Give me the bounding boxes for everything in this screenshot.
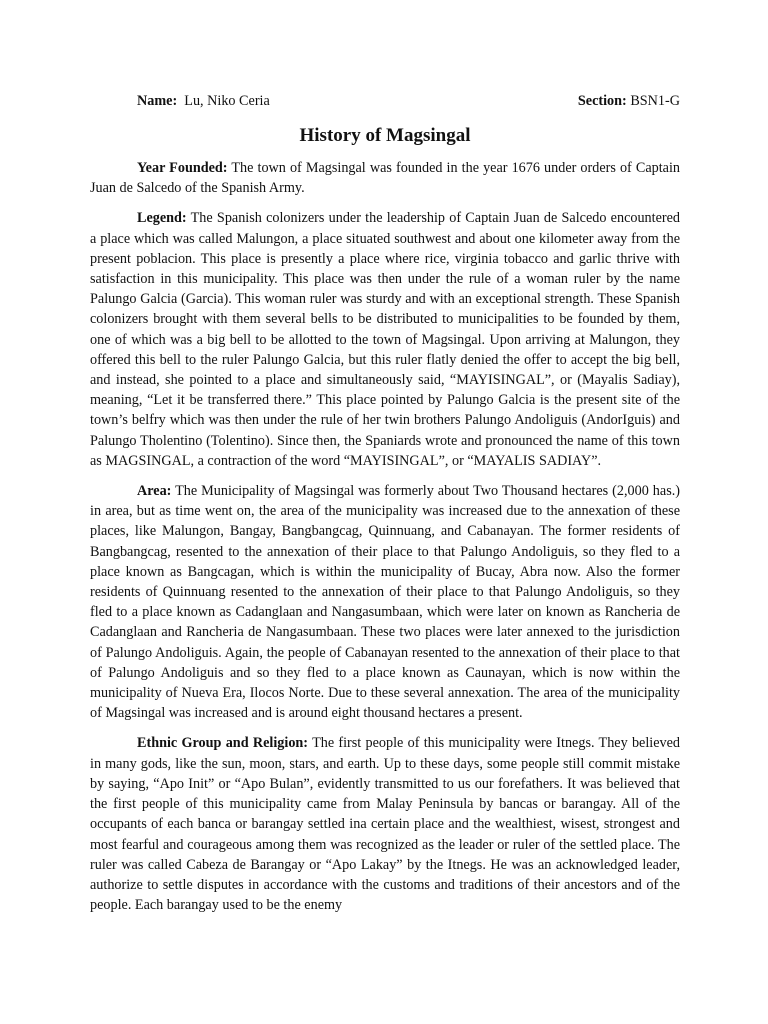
paragraph-heading: Legend: (137, 210, 187, 227)
paragraph-heading: Ethnic Group and Religion: (137, 735, 309, 752)
student-name (137, 92, 270, 110)
paragraph-area (90, 481, 680, 723)
paragraph-text: The Spanish colonizers under the leadership of Captain Juan de Salcedo encountered a place which was called Malungon, a place situated southwest and about one kilometer away from the present poblacion. This place is presently a place where rice, virginia tobacco and garlic thrive with satisfaction in this municipality. This place was then under the rule of a woman ruler by the name Palungo Galcia (Garcia). This woman ruler was sturdy and with an exceptional strength. These Spanish colonizers brought with them several bells to be distributed to municipalities to be founded by them, one of which was a big bell to be allotted to the town of Magsingal. Upon arriving at Malungon, they offered this bell to the ruler Palungo Galcia, but this ruler flatly denied the offer to accept the big bell, and instead, she pointed to a place and simultaneously said, “MAYISINGAL”, or (Mayalis Sadiay), meaning, “Let it be transferred there.” This place pointed by Palungo Galcia is the present site of the town’s belfry which was then under the rule of her twin brothers Palungo Andoliguis (AndorIguis) and Palungo Tholentino (Tolentino). Since then, the Spaniards wrote and pronounced the name of this town as MAGSINGAL, a contraction of the word “MAYISINGAL”, or “MAYALIS SADIAY”. (90, 210, 680, 469)
student-section (578, 92, 680, 110)
paragraph-ethnic-group-religion (90, 733, 680, 915)
paragraph-text: The first people of this municipality were Itnegs. They believed in many gods, like the sun, moon, stars, and earth. Up to these days, some people still commit mistake by saying, “Apo Init” or “Apo Bulan”, evidently transmitted to us our forefathers. It was believed that the first people of this municipality came from Malay Peninsula by bancas or barangay. All of the occupants of each banca or barangay settled ina certain place and the wealthiest, wisest, strongest and most fearful and courageous among them was recognized as the leader or ruler of the settled place. The ruler was called Cabeza de Barangay or “Apo Lakay” by the Itnegs. He was an acknowledged leader, authorize to settle disputes in accordance with the customs and traditions of their ancestors and of the people. Each barangay used to be the enemy (90, 735, 681, 914)
paragraph-year-founded (90, 158, 680, 198)
section-value: BSN1-G (630, 93, 680, 109)
name-label: Name: (137, 93, 178, 109)
paragraph-legend (90, 208, 680, 471)
page-title: History of Magsingal (299, 125, 471, 146)
paragraph-text: The Municipality of Magsingal was formerly about Two Thousand hectares (2,000 has.) in area, but as time went on, the area of the municipality was increased due to the annexation of these places, like Malungon, Bangay, Bangbangcag, Quinnuang, and Cabanayan. The former residents of Bangbangcag, resented to the annexation of their place to that Palungo Andoliguis, so they fled to a place known as Bangcagan, which is within the municipality of Bucay, Abra now. Also the former residents of Quinnuang resented to the annexation of their place to that Palungo Andoliguis, so they fled to a place known as Cadanglaan and Nangasumbaan, which were later on known as Rancheria de Cadanglaan and Rancheria de Nangasumbaan. These two places were later annexed to the jurisdiction of Palungo Andoliguis. Again, the people of Cabanayan resented to the annexation of their place to that of Palungo Andoliguis and so they fled to a place known as Caunayan, which is now within the municipality of Nueva Era, Ilocos Norte. Due to these several annexation. The area of the municipality of Magsingal was increased and is around eight thousand hectares a present. (90, 483, 680, 722)
header-row (137, 92, 680, 110)
name-value: Lu, Niko Ceria (184, 93, 270, 109)
paragraph-heading: Year Founded: (137, 160, 228, 176)
paragraph-text: The town of Magsingal was founded in the year 1676 under orders of Captain Juan de Salcedo of the Spanish Army. (90, 160, 680, 197)
section-label: Section: (577, 93, 627, 109)
paragraph-heading: Area: (137, 483, 172, 500)
